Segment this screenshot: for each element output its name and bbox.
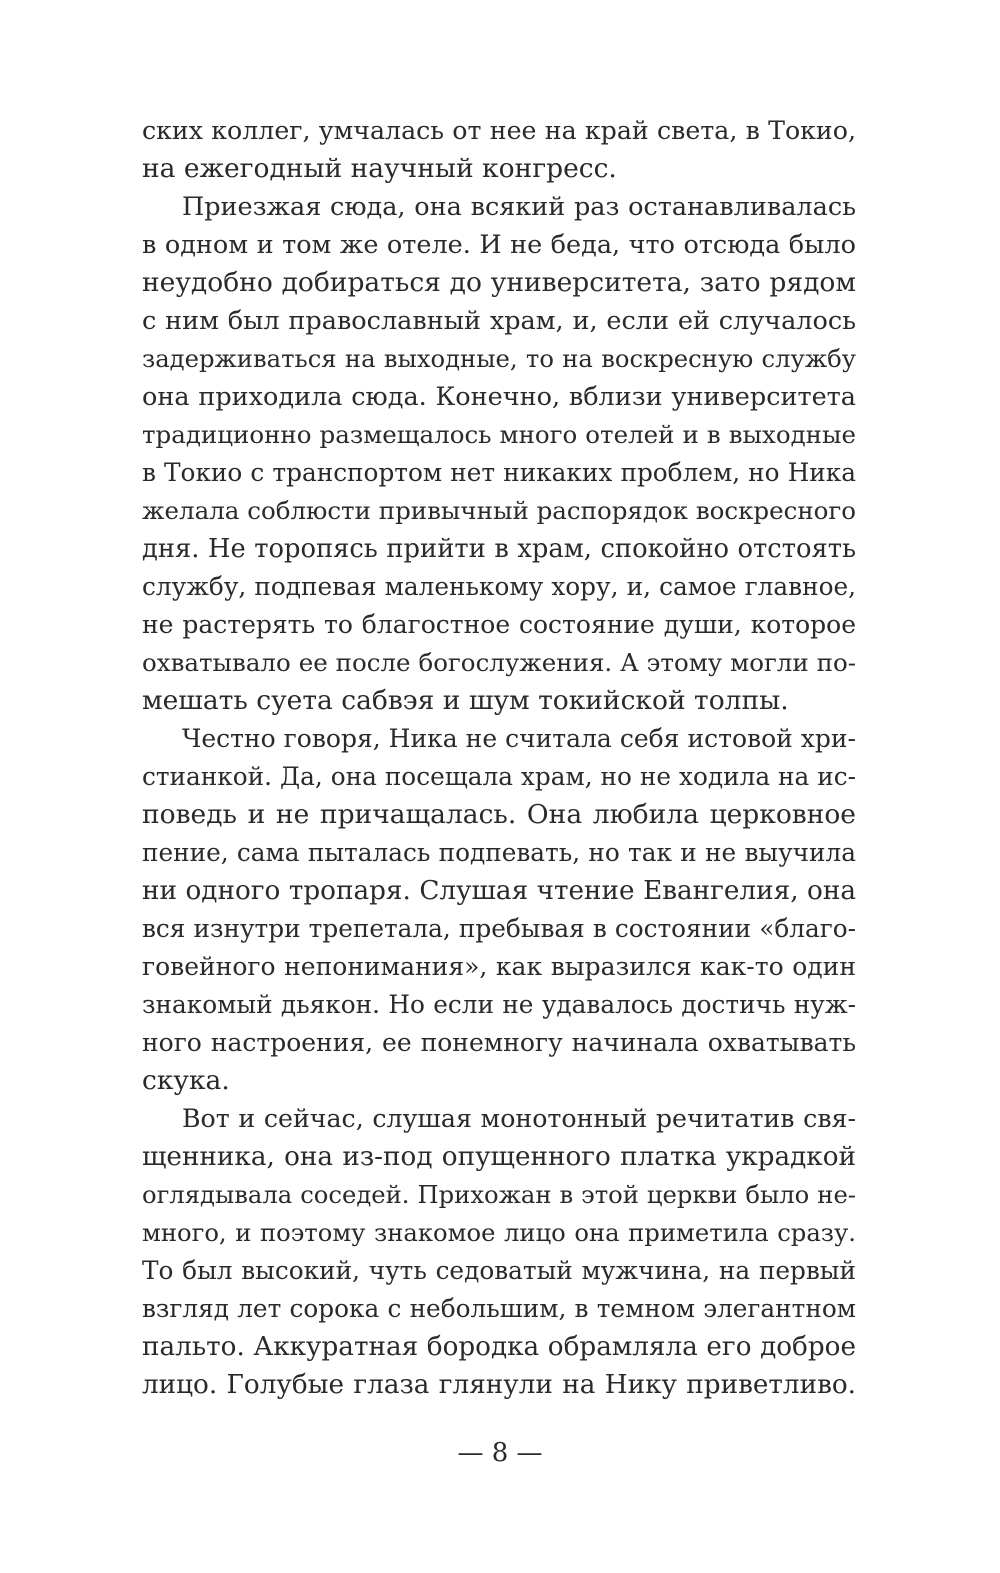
text-line: желала соблюсти привычный распорядок воскресного (142, 496, 856, 525)
text-line: охватывало ее после богослужения. А этому могли по- (142, 648, 856, 677)
text-line: Приезжая сюда, она всякий раз останавливалась (182, 192, 856, 222)
page-body-text (142, 112, 856, 1404)
text-line: лицо. Голубые глаза глянули на Нику приветливо. (142, 1370, 856, 1400)
text-line: скука. (142, 1065, 230, 1096)
text-line: она приходила сюда. Конечно, вблизи университета (142, 382, 856, 412)
text-line: говейного непонимания», как выразился как-то один (142, 952, 856, 981)
text-line: Честно говоря, Ника не считала себя истовой хри- (182, 724, 856, 753)
paragraph-4 (142, 1100, 856, 1404)
text-line: неудобно добираться до университета, зато рядом (142, 267, 856, 298)
text-line: ного настроения, ее понемногу начинала охватывать (142, 1028, 856, 1057)
paragraph-3 (142, 720, 856, 1100)
text-line: дня. Не торопясь прийти в храм, спокойно отстоять (142, 534, 856, 564)
text-line: мешать суета сабвэя и шум токийской толпы. (142, 685, 789, 716)
text-line: пальто. Аккуратная бородка обрамляла его доброе (142, 1332, 856, 1362)
text-line: Вот и сейчас, слушая монотонный речитатив свя- (182, 1104, 856, 1133)
text-line: на ежегодный научный конгресс. (142, 153, 617, 184)
text-line: не растерять то благостное состояние души, которое (142, 610, 856, 639)
text-line: ских коллег, умчалась от нее на край света, в Токио, (142, 116, 856, 145)
text-line: пение, сама пыталась подпевать, но так и не выучила (142, 838, 856, 867)
text-line: традиционно размещалось много отелей и в выходные (142, 420, 856, 449)
text-line: То был высокий, чуть седоватый мужчина, на первый (142, 1256, 856, 1285)
text-line: вся изнутри трепетала, пребывая в состоянии «благо- (142, 914, 856, 943)
page-number: — 8 — (457, 1438, 543, 1468)
text-line: в Токио с транспортом нет никаких проблем, но Ника (142, 458, 856, 487)
paragraph-1 (142, 112, 856, 188)
paragraph-2 (142, 188, 856, 720)
text-line: щенника, она из-под опущенного платка украдкой (142, 1142, 856, 1172)
text-line: много, и поэтому знакомое лицо она приметила сразу. (142, 1218, 856, 1247)
text-line: оглядывала соседей. Прихожан в этой церкви было не- (142, 1180, 856, 1209)
text-line: знакомый дьякон. Но если не удавалось достичь нуж- (142, 990, 856, 1019)
text-line: в одном и том же отеле. И не беда, что отсюда было (142, 230, 856, 260)
text-line: службу, подпевая маленькому хору, и, самое главное, (142, 572, 856, 601)
text-line: ни одного тропаря. Слушая чтение Евангелия, она (142, 876, 856, 906)
text-line: поведь и не причащалась. Она любила церковное (142, 799, 856, 830)
text-line: взгляд лет сорока с небольшим, в темном элегантном (142, 1294, 856, 1323)
text-line: задерживаться на выходные, то на воскресную службу (142, 344, 856, 373)
text-line: с ним был православный храм, и, если ей случалось (142, 306, 856, 336)
text-line: стианкой. Да, она посещала храм, но не ходила на ис- (142, 762, 856, 791)
